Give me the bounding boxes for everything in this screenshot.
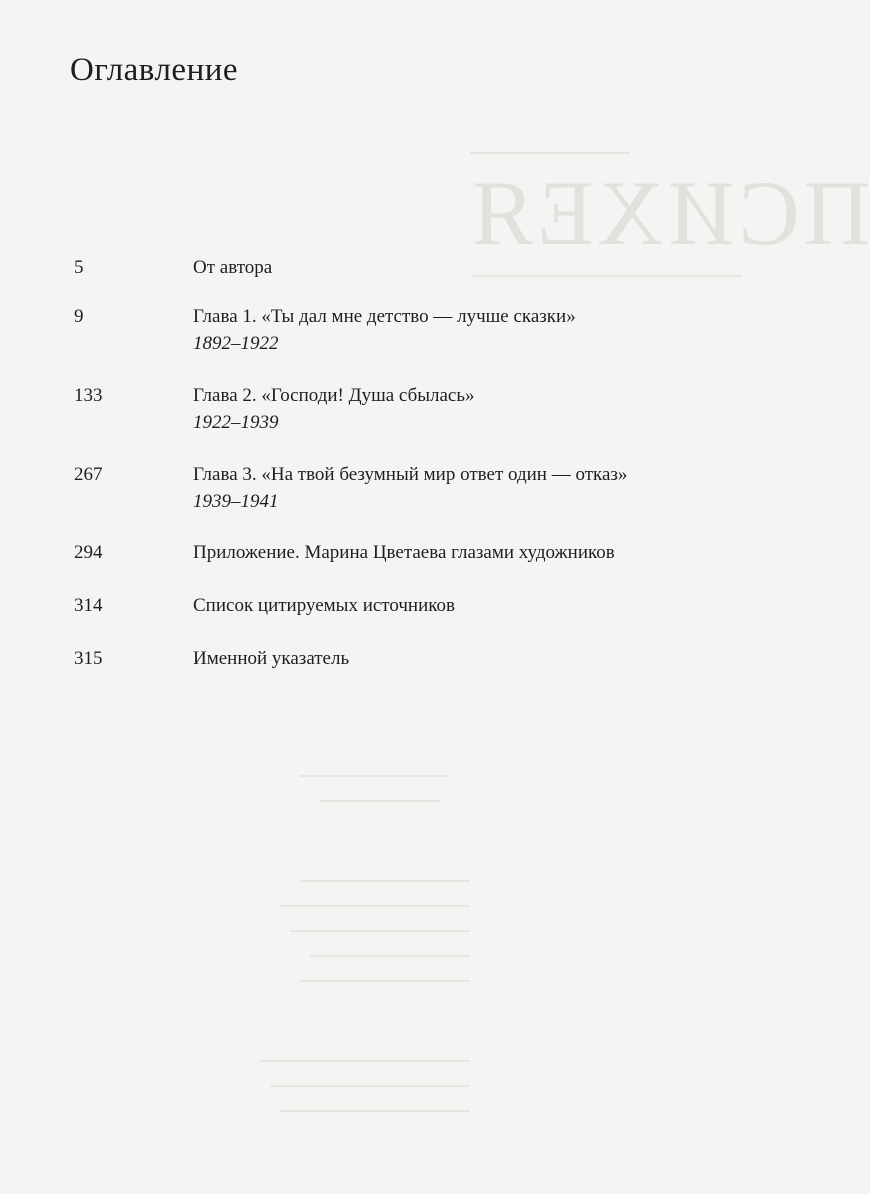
toc-page-number: 315	[74, 648, 103, 669]
toc-entry-text	[193, 461, 627, 515]
bleed-through-mark	[290, 930, 470, 932]
bleed-through-mark	[300, 775, 450, 777]
toc-title: Глава 1. «Ты дал мне детство — лучше сказки»	[193, 306, 576, 327]
toc-entry-text	[193, 303, 576, 357]
toc-years: 1939–1941	[193, 491, 279, 512]
toc-title: Глава 3. «На твой безумный мир ответ один — отказ»	[193, 464, 628, 485]
toc-page-number: 9	[74, 306, 84, 327]
toc-page-number: 5	[74, 257, 84, 278]
toc-entry-text	[193, 539, 615, 566]
toc-entry-text	[193, 592, 455, 619]
toc-entry-text	[193, 382, 475, 436]
toc-page-number: 133	[74, 385, 103, 406]
toc-title: Глава 2. «Господи! Душа сбылась»	[193, 385, 475, 406]
bleed-through-mark	[270, 1085, 470, 1087]
toc-page-number: 294	[74, 542, 103, 563]
toc-title: Именной указатель	[193, 648, 350, 669]
toc-entry-text	[193, 645, 349, 672]
bleed-through-mark	[300, 880, 470, 882]
toc-title: Приложение. Марина Цветаева глазами художников	[193, 542, 615, 563]
page-title: Оглавление	[70, 52, 239, 88]
bleed-through-mark	[280, 905, 470, 907]
toc-title: От автора	[193, 257, 273, 278]
toc-title: Список цитируемых источников	[193, 595, 455, 616]
bleed-through-mark	[300, 980, 470, 982]
bleed-through-mark: ПСИХЕЯ	[468, 162, 870, 264]
toc-page-number: 314	[74, 595, 103, 616]
toc-years: 1892–1922	[193, 333, 279, 354]
bleed-through-mark	[310, 955, 470, 957]
bleed-through-mark	[470, 152, 630, 154]
bleed-through-mark	[472, 275, 742, 277]
toc-years: 1922–1939	[193, 412, 279, 433]
toc-entry-text	[193, 254, 272, 281]
bleed-through-mark	[260, 1060, 470, 1062]
bleed-through-mark	[320, 800, 440, 802]
toc-page-number: 267	[74, 464, 103, 485]
bleed-through-mark	[280, 1110, 470, 1112]
